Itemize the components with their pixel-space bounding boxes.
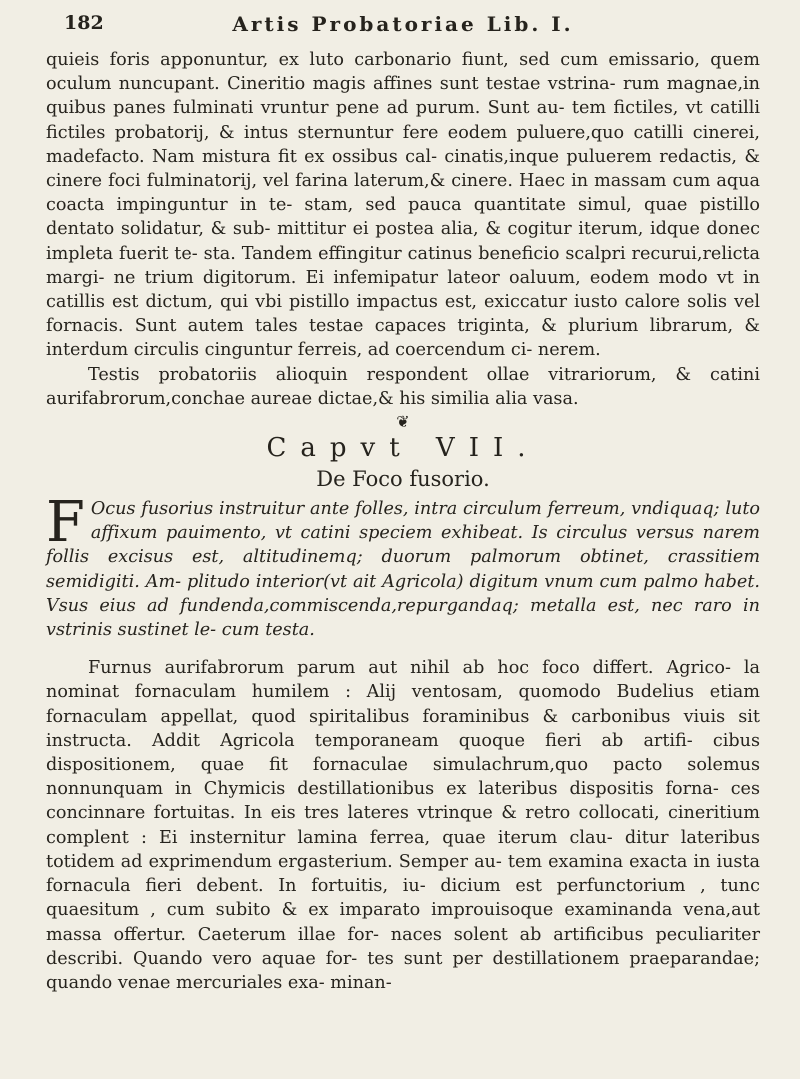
paragraph-3-line: tem examina exacta in iusta fornacula fieri debent. In fortuitis, iu-	[46, 851, 760, 897]
paragraph-3-line: ditur lateribus totidem ad exprimendum ergasterium. Semper au-	[46, 827, 760, 872]
chapter-subheading: De Foco fusorio.	[316, 467, 490, 492]
paragraph-1-line: ne trium digitorum. Ei infemipatur lateor oaluum, eodem modo vt in	[113, 267, 760, 288]
paragraph-1-line: solis vel fornacis. Sunt autem tales testae capaces triginta, & plurium	[46, 292, 760, 337]
paragraph-1-line: tem fictiles, vt catilli fictiles probatorij, & intus sternuntur fere eodem	[46, 98, 760, 143]
summary-line: fundenda,commiscenda,repurgandaq; metalla est, nec raro in vstrinis sustinet le-	[46, 595, 760, 641]
paragraph-2-line: Testis probatoriis alioquin respondent ollae vitrariorum, & catini	[88, 364, 760, 385]
paragraph-3-line: nonnunquam in Chymicis destillationibus ex lateribus dispositis forna-	[46, 779, 731, 800]
paragraph-1-line: librarum, & interdum circulis cinguntur ferreis, ad coercendum ci-	[46, 316, 760, 361]
paragraph-2-line: aurifabrorum,conchae aureae dictae,& his similia alia vasa.	[46, 388, 579, 409]
paragraph-1-line: catillis est dictum, qui vbi pistillo impactus est, exiccatur iusto calore	[46, 292, 688, 313]
paragraph-3-line: cineritium complent : Ei insternitur lamina ferrea, quae iterum clau-	[46, 803, 760, 848]
running-title: Artis Probatoriae Lib. I.	[232, 12, 574, 36]
page-number: 182	[64, 12, 104, 34]
chapter-summary	[46, 490, 761, 642]
paragraph-1-line: laterum,& cinere. Haec in massam cum aqua coacta impinguntur in te-	[46, 171, 760, 216]
paragraph-1	[46, 48, 760, 363]
paragraph-3-line: ces concinnare fortuitas. In eis tres lateres vtrinque & retro collocati,	[46, 779, 760, 824]
drop-cap: F	[46, 490, 85, 556]
paragraph-1-line: quieis foris apponuntur, ex luto carbonario fiunt, sed cum emissario,	[46, 50, 711, 70]
paragraph-1-line: mittitur ei postea alia, & cogitur iterum, idque donec impleta fuerit te-	[46, 219, 760, 264]
paragraph-1-line: sta. Tandem effingitur catinus beneficio scalpri recurui,relicta margi-	[46, 243, 760, 288]
paragraph-3-line: minan-	[330, 972, 392, 993]
summary-line: plitudo interior(vt ait Agricola) digitum vnum cum palmo habet. Vsus eius ad	[46, 571, 761, 616]
paragraph-1-line: rum magnae,in quibus panes fulminati vruntur pene ad purum. Sunt au-	[46, 74, 760, 119]
paragraph-1-line: nerem.	[537, 340, 601, 361]
summary-line: cum testa.	[221, 620, 315, 641]
chapter-heading: Capvt VII.	[266, 433, 540, 464]
paragraph-3-line: dicium est perfunctorium , tunc quaesitum , cum subito & ex imparato	[46, 876, 760, 921]
page-header	[46, 8, 760, 48]
paragraph-2	[46, 363, 760, 411]
summary-line: excisus est, altitudinemq; duorum palmorum obtinet, crassitiem semidigiti. Am-	[46, 547, 760, 592]
paragraph-1-line: stam, sed pauca quantitate simul, quae pistillo dentato solidatur, & sub-	[46, 195, 760, 240]
chapter-summary-text	[46, 490, 761, 641]
paragraph-1-line: quem oculum nuncupant. Cineritio magis affines sunt testae vstrina-	[46, 50, 760, 95]
paragraph-3-line: tes sunt per destillationem praeparandae; quando venae mercuriales exa-	[46, 948, 761, 993]
paragraph-1-line: cinatis,inque puluerem redactis, & cinere foci fulminatorij, vel farina	[46, 146, 760, 192]
paragraph-3-line: improuisoque examinanda vena,aut massa offertur. Caeterum illae for-	[46, 900, 761, 945]
paragraph-3-line: la nominat fornaculam humilem : Alij ventosam, quomodo Budelius	[46, 658, 760, 703]
paragraph-3-line: viuis sit instructa. Addit Agricola temporaneam quoque fieri ab artifi-	[46, 706, 760, 751]
summary-line: affixum pauimento, vt catini speciem exhibeat. Is circulus versus narem follis	[46, 523, 760, 568]
summary-line: Ocus fusorius instruitur ante folles, intra circulum ferreum, vndiquaq; luto	[90, 499, 760, 520]
paragraph-3	[46, 656, 760, 995]
paragraph-1-line: puluere,quo catilli cinerei, madefacto. Nam mistura fit ex ossibus cal-	[46, 122, 761, 167]
paragraph-3-line: Furnus aurifabrorum parum aut nihil ab hoc foco differt. Agrico-	[88, 658, 744, 679]
paragraph-3-line: cibus dispositionem, quae fit fornaculae simulachrum,quo pacto solemus	[46, 730, 760, 776]
paragraph-3-line: naces solent ab artificibus peculiariter describi. Quando vero aquae for-	[46, 924, 761, 969]
paragraph-3-line: etiam fornaculam appellat, quod spiritalibus foraminibus & carbonibus	[46, 682, 760, 727]
ornament-fleuron: ❦	[396, 412, 410, 432]
